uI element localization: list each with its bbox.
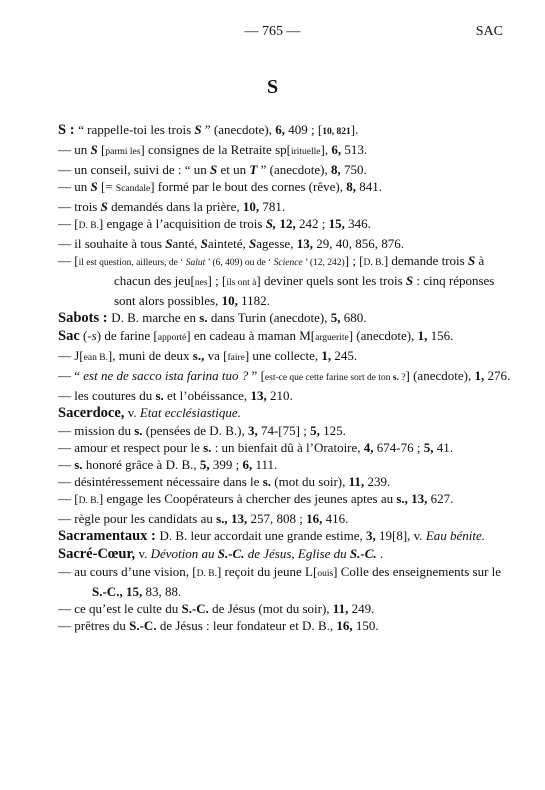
entry-text-run: S — [90, 179, 98, 194]
entry-text-run: ” [ — [248, 368, 265, 383]
entry-text-run: — ce qu’est le culte du — [58, 601, 182, 616]
entry-text-run: 242 ; — [295, 216, 329, 231]
index-entry — [58, 121, 518, 141]
entry-text-run: 3, — [247, 423, 258, 438]
entry-text-run: S : — [58, 122, 79, 138]
entry-text-run: 8, — [330, 162, 341, 177]
entry-text-run: 13, — [250, 388, 267, 403]
entry-text-run: Sabots : — [58, 310, 112, 326]
entry-text-run: ] ; [ — [207, 273, 227, 288]
entry-text-run: — mission du — [58, 423, 135, 438]
entry-text-run: D. B. — [78, 221, 99, 231]
entry-text-run: 13, — [296, 236, 313, 251]
entry-text-run: S.-C. — [129, 618, 157, 633]
entry-text-run: — — [58, 457, 75, 472]
entry-text-run: Scandale — [115, 184, 151, 194]
entry-text-run: ] engage à l’acquisition de trois — [98, 216, 266, 231]
entry-text-run: s. — [392, 373, 399, 383]
entry-text-run: 15, — [125, 584, 143, 599]
entry-text-run: S.-C. — [349, 546, 377, 561]
entry-text-run: 513. — [341, 142, 368, 157]
entry-text-run: — au cours d’une vision, [ — [58, 564, 197, 579]
entry-text-run: 346. — [344, 216, 371, 231]
entry-text-run: 6, — [275, 122, 286, 137]
entry-text-run: — désintéressement nécessaire dans le — [58, 474, 263, 489]
entry-text-run: 245. — [331, 348, 358, 363]
entry-text-run: 10, — [221, 293, 238, 308]
entry-text-run: apporté — [157, 333, 187, 343]
entry-text-run: 276. — [484, 368, 511, 383]
section-letter: S — [266, 76, 279, 98]
index-entry — [58, 327, 518, 347]
entry-text-run: [= — [97, 179, 116, 194]
entry-text-run: ’ (12, 242) — [302, 258, 345, 268]
entry-text-run: 5, — [199, 457, 210, 472]
entry-text-run: ’ (6, 409) ou de ‘ — [205, 258, 274, 268]
entry-text-run: S, — [265, 216, 277, 231]
index-entry — [58, 527, 518, 545]
entry-text-run: Sacerdoce, — [58, 405, 125, 421]
index-entry — [58, 252, 518, 309]
entry-text-run: S — [467, 253, 476, 268]
entry-text-run: dans Turin (anecdote), — [207, 310, 331, 325]
entry-text-run: 249. — [348, 601, 375, 616]
entry-text-run: s. — [262, 474, 271, 489]
entry-text-run: 4, — [363, 440, 374, 455]
index-entry — [58, 347, 518, 367]
entry-text-run: irituelle — [290, 147, 321, 157]
entry-text-run: 19[8], v. — [375, 528, 426, 543]
index-entry — [58, 367, 518, 387]
entry-text-run: ) de farine [ — [96, 328, 158, 343]
index-entry — [58, 161, 518, 178]
index-entry — [58, 387, 518, 404]
entry-text-run: — [ — [58, 216, 79, 231]
entry-text-run: v. — [135, 546, 151, 561]
entry-text-run: 12, — [279, 216, 296, 231]
entry-text-run: D. B. — [196, 569, 217, 579]
entry-text-run: S — [90, 142, 98, 157]
entry-text-run: S — [194, 122, 202, 137]
entry-text-run: 111. — [252, 457, 278, 472]
entry-text-run: s — [91, 328, 97, 343]
index-entry — [58, 404, 518, 422]
entry-text-run: : cinq réponses sont alors possibles, — [114, 273, 495, 308]
entry-text-run: 8, — [346, 179, 356, 194]
entry-text-run: ils ont à — [226, 278, 257, 288]
entry-text-run: T — [249, 162, 258, 177]
entry-text-run: S.-C. — [217, 546, 245, 561]
entry-text-run: Sacré-Cœur, — [58, 546, 136, 562]
index-entry — [58, 545, 518, 563]
index-entry — [58, 309, 518, 327]
entry-text-run: 1, — [321, 348, 332, 363]
entry-text-run: Science — [273, 258, 303, 268]
entry-text-run: S — [210, 162, 218, 177]
index-entries — [58, 121, 518, 634]
entry-text-run: ouis — [317, 569, 334, 579]
entry-text-run: il est question, ailleurs, de ‘ — [78, 258, 186, 268]
entry-text-run: — amour et respect pour le — [58, 440, 204, 455]
entry-text-run: s., — [216, 511, 228, 526]
entry-text-run: s. — [199, 310, 208, 325]
entry-text-run: 627. — [427, 491, 454, 506]
entry-text-run: (- — [79, 328, 92, 343]
entry-text-run: — trois — [58, 199, 101, 214]
entry-text-run: nes — [194, 278, 208, 288]
entry-text-run: D. B. — [363, 258, 384, 268]
entry-text-run: et l’obéissance, — [163, 388, 251, 403]
entry-text-run: 5, — [423, 440, 434, 455]
entry-text-run: — [ — [58, 491, 79, 506]
entry-text-run: 781. — [259, 199, 286, 214]
entry-text-run: 3, — [365, 528, 376, 543]
entry-text-run: ], — [320, 142, 332, 157]
entry-text-run: Eau bénite. — [425, 528, 486, 543]
entry-text-run: 150. — [352, 618, 379, 633]
entry-text-run: 16, — [306, 511, 323, 526]
index-entry — [58, 473, 518, 490]
entry-text-run: — “ — [58, 368, 84, 383]
entry-text-run: de Jésus (mot du soir), — [208, 601, 333, 616]
entry-text-run: s. — [134, 423, 143, 438]
entry-text-run: ]. — [350, 122, 359, 137]
entry-text-run: 239. — [364, 474, 391, 489]
entry-text-run: 409 ; [ — [285, 122, 323, 137]
entry-text-run: 6, — [242, 457, 253, 472]
entry-text-run: 1, — [417, 328, 428, 343]
entry-text-run: — il souhaite à tous — [58, 236, 166, 251]
entry-text-run: 15, — [328, 216, 345, 231]
entry-text-run: 5, — [330, 310, 341, 325]
entry-text-run: S.-C. — [181, 601, 209, 616]
entry-text-run: — un conseil, suivi de : “ un — [58, 162, 211, 177]
entry-text-run: 13, — [411, 491, 428, 506]
entry-text-run: s. — [74, 457, 83, 472]
entry-text-run: — prêtres du — [58, 618, 130, 633]
entry-text-run: s. — [155, 388, 164, 403]
index-entry — [58, 422, 518, 439]
index-entry — [58, 456, 518, 473]
entry-text-run: : un bienfait dû à l’Oratoire, — [211, 440, 364, 455]
entry-text-run: 257, 808 ; — [247, 511, 307, 526]
entry-text-run: ] engage les Coopérateurs à chercher des jeunes aptes au — [98, 491, 397, 506]
entry-text-run: 10, 821 — [322, 127, 351, 137]
entry-text-run: D. B. leur accordait une grande estime, — [159, 528, 366, 543]
entry-text-run: faire — [227, 353, 245, 363]
entry-text-run: S — [249, 236, 257, 251]
page-number: — 765 — — [244, 24, 301, 39]
index-entry — [58, 439, 518, 456]
entry-text-run: agesse, — [256, 236, 297, 251]
index-entry — [58, 617, 518, 634]
entry-text-run: 841. — [355, 179, 382, 194]
entry-text-run: 11, — [348, 474, 365, 489]
entry-text-run: . — [376, 546, 384, 561]
entry-text-run: (mot du soir), — [271, 474, 349, 489]
entry-text-run: 125. — [319, 423, 346, 438]
entry-text-run: 210. — [266, 388, 293, 403]
entry-text-run: 750. — [340, 162, 367, 177]
index-entry — [58, 215, 518, 235]
entry-text-run: s. — [203, 440, 212, 455]
entry-text-run: demandés dans la prière, — [107, 199, 243, 214]
index-entry — [58, 198, 518, 215]
entry-text-run: s., — [396, 491, 408, 506]
entry-text-run: — les coutures du — [58, 388, 156, 403]
entry-text-run: s., — [192, 348, 205, 363]
entry-text-run: ] demande trois — [383, 253, 468, 268]
entry-text-run: D. B. — [78, 496, 99, 506]
entry-text-run: de Jésus : leur fondateur et D. B., — [156, 618, 337, 633]
entry-text-run: ] Colle des enseignements sur le — [333, 564, 502, 579]
index-entry — [58, 178, 518, 198]
entry-text-run: — [ — [58, 253, 79, 268]
entry-text-run: S — [100, 199, 108, 214]
index-entry — [58, 563, 518, 600]
entry-text-run: parmi les — [105, 147, 141, 157]
entry-text-run: — règle pour les candidats au — [58, 511, 217, 526]
entry-text-run: ” (anecdote), — [257, 162, 331, 177]
entry-text-run: est ne de sacco ista farina tuo ? — [83, 368, 249, 383]
entry-text-run: ] en cadeau à maman M[ — [186, 328, 316, 343]
entry-text-run: 416. — [322, 511, 349, 526]
entry-text-run: Salut — [185, 258, 206, 268]
entry-text-run: ? — [398, 373, 406, 383]
entry-text-run: v. — [124, 405, 140, 420]
entry-text-run: D. B. marche en — [111, 310, 200, 325]
entry-text-run: ], muni de deux — [107, 348, 193, 363]
entry-text-run: 1, — [474, 368, 485, 383]
entry-text-run: S — [165, 236, 173, 251]
entry-text-run: est-ce que cette farine sort de ton — [264, 373, 393, 383]
entry-text-run: [ — [97, 142, 106, 157]
entry-text-run: 674-76 ; — [373, 440, 424, 455]
entry-text-run: (pensées de D. B.), — [142, 423, 248, 438]
entry-text-run: Dévotion au — [150, 546, 218, 561]
entry-text-run: ] (anecdote), — [405, 368, 475, 383]
entry-text-run: ] reçoit du jeune L[ — [216, 564, 318, 579]
entry-text-run: anté, — [172, 236, 201, 251]
entry-text-run: ] deviner quels sont les trois — [256, 273, 406, 288]
entry-text-run: Sacramentaux : — [58, 528, 160, 544]
entry-text-run: ] ; [ — [344, 253, 364, 268]
entry-text-run: ” (anecdote), — [201, 122, 276, 137]
index-entry — [58, 600, 518, 617]
entry-text-run: Etat ecclésiastique. — [139, 405, 241, 420]
entry-text-run: — un — [58, 142, 91, 157]
entry-text-run: “ rappelle-toi les trois — [78, 122, 195, 137]
entry-text-run: 5, — [310, 423, 320, 438]
index-entry — [58, 490, 518, 510]
entry-text-run: S — [405, 273, 414, 288]
entry-text-run: à chacun des jeu[ — [114, 253, 485, 288]
entry-text-run: 10, — [242, 199, 260, 214]
entry-text-run: ] une collecte, — [244, 348, 322, 363]
entry-text-run: ean B. — [83, 353, 108, 363]
entry-text-run: de Jésus, Eglise du — [244, 546, 350, 561]
entry-text-run: 399 ; — [209, 457, 243, 472]
entry-text-run: 1182. — [237, 293, 270, 308]
entry-text-run: 680. — [340, 310, 367, 325]
index-entry — [58, 510, 518, 527]
entry-text-run: ] formé par le bout des cornes (rêve), — [150, 179, 347, 194]
entry-text-run: ] consignes de la Retraite sp[ — [140, 142, 291, 157]
running-head-word: SAC — [475, 24, 503, 39]
entry-text-run: ainteté, — [207, 236, 250, 251]
entry-text-run: 29, 40, 856, 876. — [312, 236, 404, 251]
entry-text-run: — J[ — [58, 348, 84, 363]
entry-text-run: 41. — [433, 440, 453, 455]
entry-text-run: arguerite — [315, 333, 349, 343]
entry-text-run: 83, 88. — [142, 584, 182, 599]
entry-text-run: 16, — [336, 618, 353, 633]
entry-text-run: va [ — [204, 348, 228, 363]
entry-text-run: S.-C., — [92, 584, 123, 599]
entry-text-run: S — [200, 236, 208, 251]
entry-text-run: ] (anecdote), — [348, 328, 418, 343]
entry-text-run: et un — [217, 162, 250, 177]
index-entry — [58, 235, 518, 252]
entry-text-run: 11, — [332, 601, 349, 616]
entry-text-run: 74-[75] ; — [257, 423, 311, 438]
entry-text-run: 13, — [230, 511, 248, 526]
entry-text-run: Sac — [58, 328, 80, 344]
entry-text-run: 6, — [331, 142, 342, 157]
entry-text-run: honoré grâce à D. B., — [82, 457, 200, 472]
entry-text-run: — un — [58, 179, 91, 194]
entry-text-run: 156. — [427, 328, 454, 343]
index-entry — [58, 141, 518, 161]
